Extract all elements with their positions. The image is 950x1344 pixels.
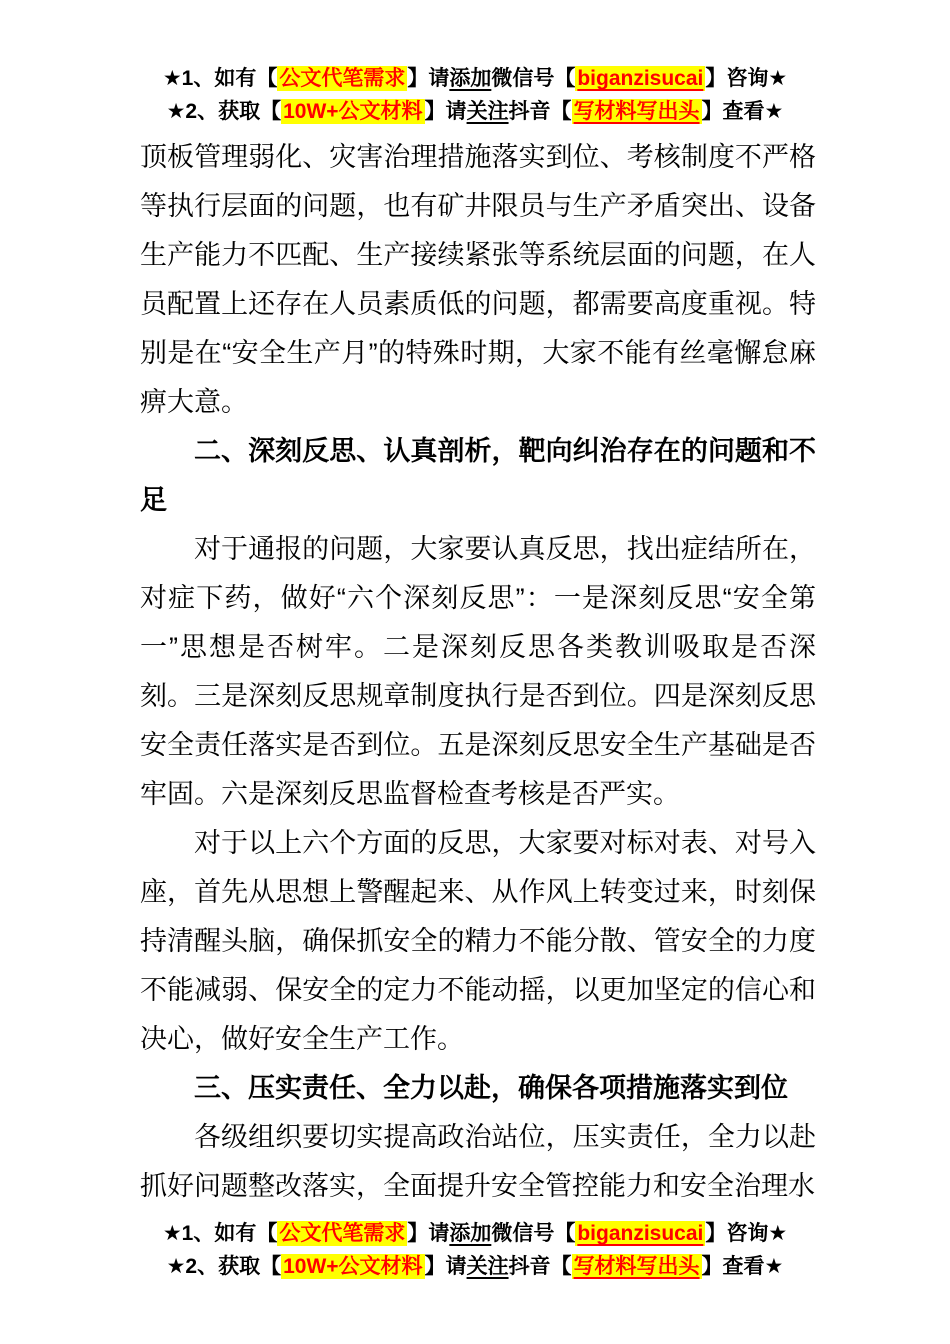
- promo-text-segment: ★1、如有【: [162, 1222, 278, 1245]
- promo-text-segment: 写材料写出头: [573, 100, 700, 123]
- promo-header: [0, 0, 950, 128]
- promo-header-line-2: [0, 95, 950, 128]
- promo-text-segment: 10W+公文材料: [283, 100, 423, 123]
- paragraph-rectification: 各级组织要切实提高政治站位，压实责任，全力以赴抓好问题整改落实，全面提升安全管控能力和安全治理水: [140, 1122, 816, 1201]
- promo-text-segment: 】咨询★: [705, 1222, 788, 1245]
- paragraph-roof-management-problems: 顶板管理弱化、灾害治理措施落实到位、考核制度不严格等执行层面的问题，也有矿井限员与生产矛盾突出、设备生产能力不匹配、生产接续紧张等系统层面的问题，在人员配置上还存在人员素质低的问题，都需要高度重视。特别是在“安全生产月”的特殊时期，大家不能有丝毫懈怠麻痹大意。: [140, 142, 816, 417]
- promo-footer-line-2: [0, 1250, 950, 1283]
- promo-text-segment: ★1、如有【: [162, 67, 278, 90]
- promo-text-segment: 】查看★: [701, 1255, 784, 1278]
- promo-text-segment: 】查看★: [701, 100, 784, 123]
- promo-text-segment: 写材料写出头: [573, 1255, 700, 1278]
- promo-text-segment: biganzisucai: [577, 67, 704, 90]
- promo-text-segment: 添加: [449, 67, 492, 90]
- promo-text-segment: ★2、获取【: [166, 1255, 282, 1278]
- promo-text-segment: 公文代笔需求: [279, 67, 406, 90]
- heading-section-two: 二、深刻反思、认真剖析，靶向纠治存在的问题和不足: [140, 436, 816, 515]
- promo-text-segment: 抖音【: [508, 1255, 572, 1278]
- promo-text-segment: 】请: [424, 100, 467, 123]
- promo-text-segment: 】请: [407, 67, 450, 90]
- heading-section-three: 三、压实责任、全力以赴，确保各项措施落实到位: [194, 1073, 788, 1103]
- promo-text-segment: 】请: [407, 1222, 450, 1245]
- promo-text-segment: 关注: [466, 1255, 509, 1278]
- promo-text-segment: 关注: [466, 100, 509, 123]
- promo-text-segment: 抖音【: [508, 100, 572, 123]
- promo-text-segment: 】请: [424, 1255, 467, 1278]
- promo-text-segment: biganzisucai: [577, 1222, 704, 1245]
- promo-text-segment: 】咨询★: [705, 67, 788, 90]
- promo-text-segment: 添加: [449, 1222, 492, 1245]
- promo-text-segment: 微信号【: [491, 67, 576, 90]
- promo-text-segment: 10W+公文材料: [283, 1255, 423, 1278]
- paragraph-benchmarking: 对于以上六个方面的反思，大家要对标对表、对号入座，首先从思想上警醒起来、从作风上转变过来，时刻保持清醒头脑，确保抓安全的精力不能分散、管安全的力度不能减弱、保安全的定力不能动摇，以更加坚定的信心和决心，做好安全生产工作。: [140, 828, 816, 1054]
- promo-header-line-1: [0, 62, 950, 95]
- promo-footer: [0, 1217, 950, 1283]
- promo-text-segment: ★2、获取【: [166, 100, 282, 123]
- document-body: [140, 133, 816, 1211]
- paragraph-six-reflections: 对于通报的问题，大家要认真反思，找出症结所在，对症下药，做好“六个深刻反思”：一是深刻反思“安全第一”思想是否树牢。二是深刻反思各类教训吸取是否深刻。三是深刻反思规章制度执行是否到位。四是深刻反思安全责任落实是否到位。五是深刻反思安全生产基础是否牢固。六是深刻反思监督检查考核是否严实。: [140, 534, 816, 809]
- promo-text-segment: 公文代笔需求: [279, 1222, 406, 1245]
- promo-footer-line-1: [0, 1217, 950, 1250]
- promo-text-segment: 微信号【: [491, 1222, 576, 1245]
